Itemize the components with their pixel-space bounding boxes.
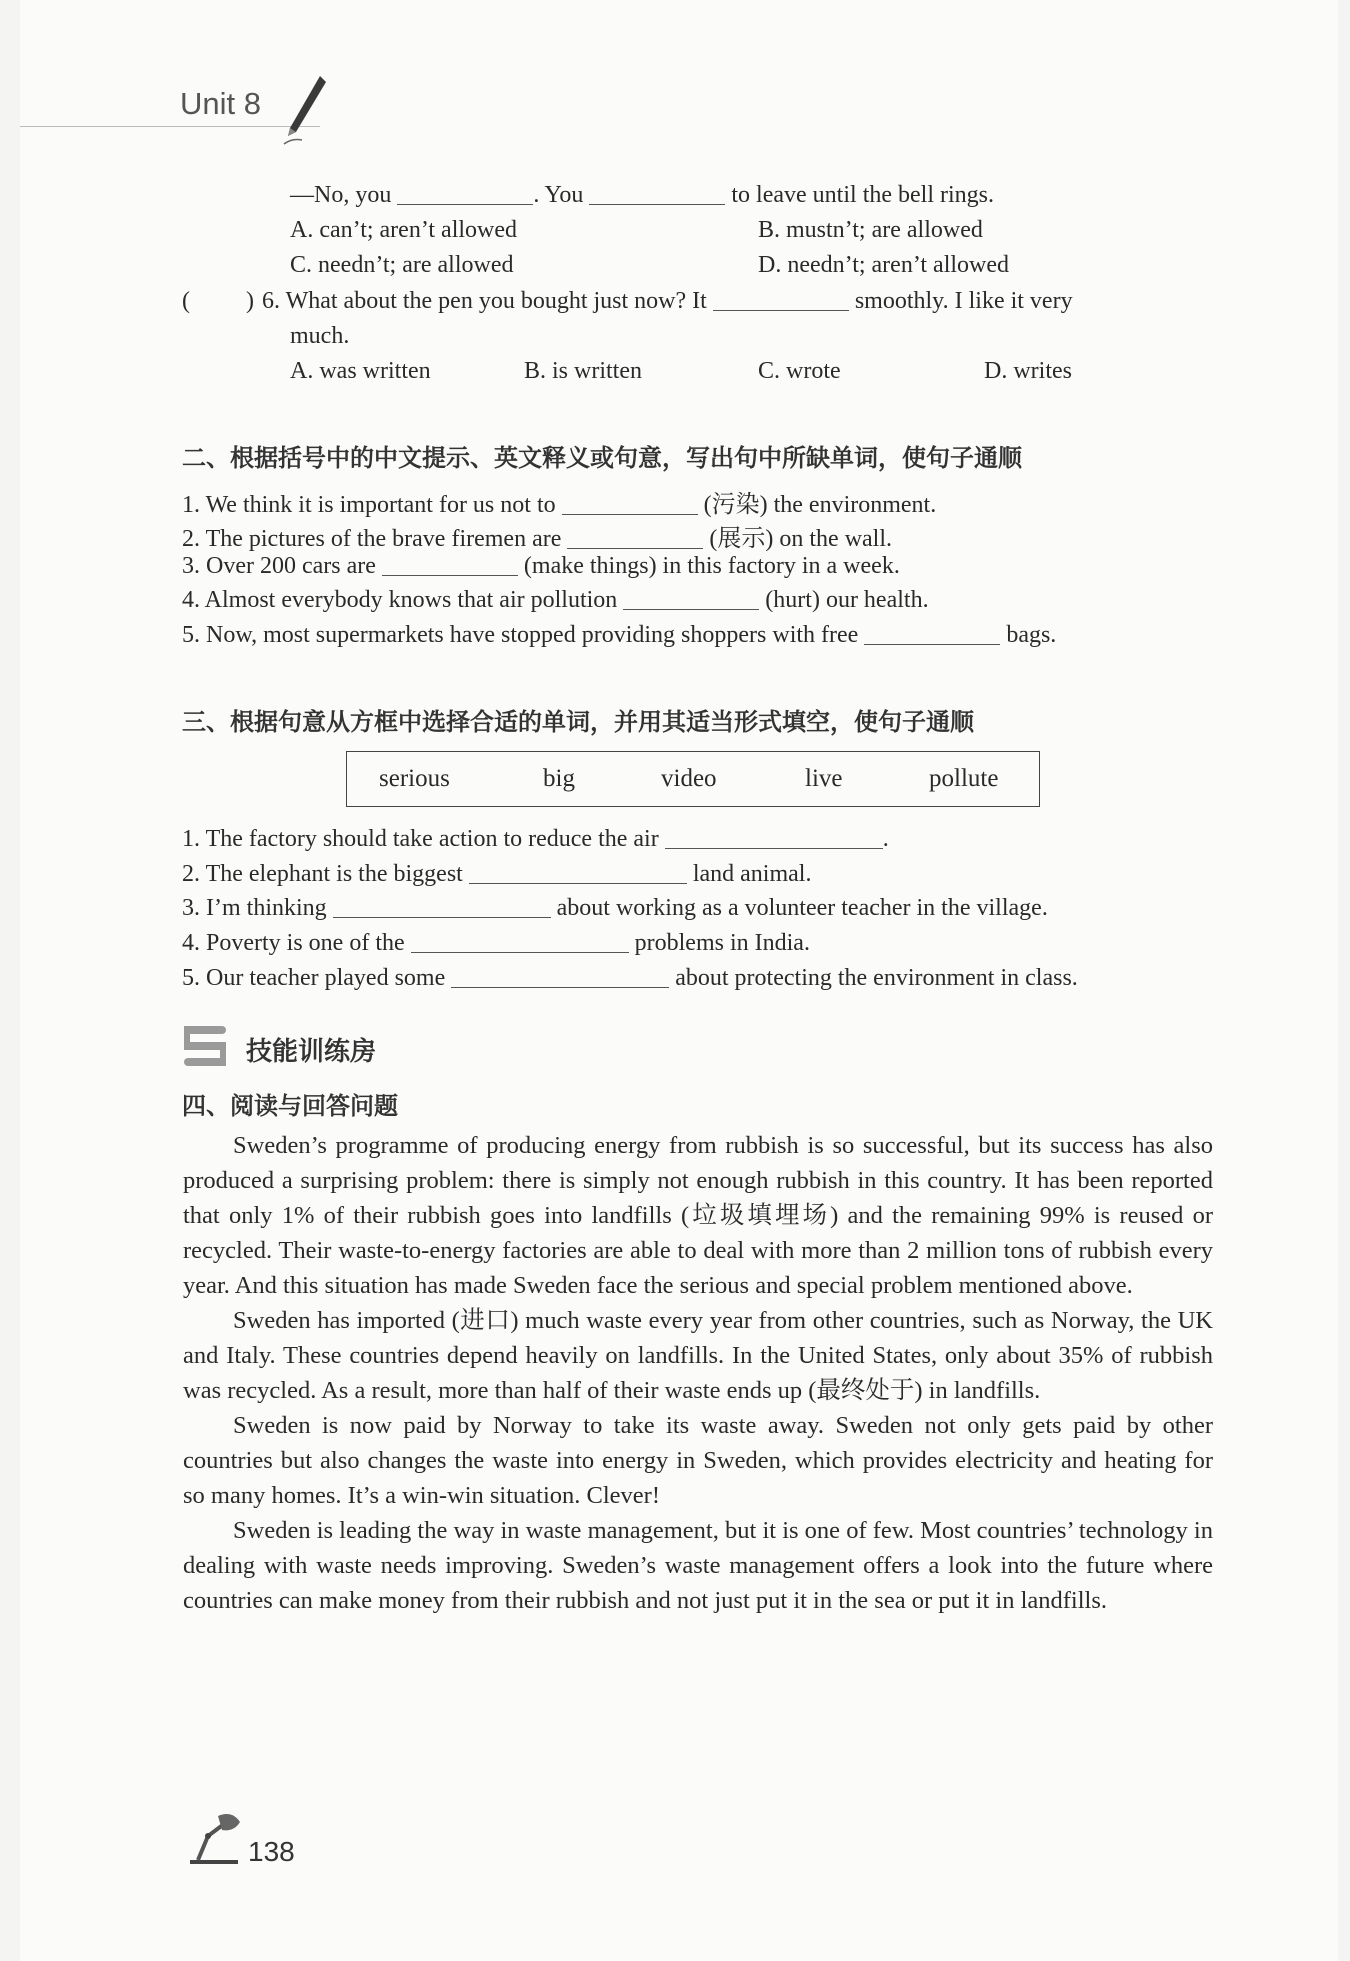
answer-blank[interactable] <box>469 861 687 884</box>
answer-blank[interactable] <box>589 182 725 205</box>
answer-blank[interactable] <box>623 587 759 610</box>
answer-blank[interactable] <box>567 526 703 549</box>
s3-item: 5. Our teacher played some about protecting the environment in class. <box>182 965 1078 991</box>
option-c: C. needn’t; are allowed <box>290 252 514 278</box>
s2-item: 4. Almost everybody knows that air pollution (hurt) our health. <box>182 587 929 613</box>
section2-title: 二、根据括号中的中文提示、英文释义或句意，写出句中所缺单词，使句子通顺 <box>182 444 1022 472</box>
option-a: A. was written <box>290 358 431 384</box>
answer-blank[interactable] <box>397 182 533 205</box>
option-d: D. needn’t; aren’t allowed <box>758 252 1010 278</box>
word-box <box>346 751 1040 807</box>
s3-item: 3. I’m thinking about working as a volunteer teacher in the village. <box>182 895 1048 921</box>
skills-title: 技能训练房 <box>246 1037 377 1067</box>
header-rule <box>20 126 320 127</box>
s2-item: 2. The pictures of the brave firemen are (展示) on the wall. <box>182 526 893 552</box>
section4-title: 四、阅读与回答问题 <box>182 1092 398 1120</box>
option-b: B. mustn’t; are allowed <box>758 217 983 243</box>
answer-blank[interactable] <box>333 895 551 918</box>
q6-answer-paren[interactable]: ( ) <box>182 288 254 314</box>
paragraph: Sweden has imported (进口) much waste every year from other countries, such as Norway, the UK and Italy. These countries depend heavily on landfills. In the United States, only about 35% of rubbish was recycled. As a result, more than half of their waste ends up (最终处于) in landfills. <box>183 1307 1213 1404</box>
reading-passage <box>183 1128 1213 1618</box>
q6-line-cont: much. <box>290 323 350 349</box>
pen-icon <box>282 74 328 146</box>
word: serious <box>379 765 450 792</box>
word: live <box>805 765 843 792</box>
option-c: C. wrote <box>758 358 841 384</box>
word: video <box>661 765 717 792</box>
section3-title: 三、根据句意从方框中选择合适的单词，并用其适当形式填空，使句子通顺 <box>182 708 974 736</box>
skills-icon <box>182 1024 228 1068</box>
lamp-icon <box>184 1810 244 1866</box>
s3-item: 4. Poverty is one of the problems in India. <box>182 930 810 956</box>
answer-blank[interactable] <box>665 826 883 849</box>
option-d: D. writes <box>984 358 1072 384</box>
answer-blank[interactable] <box>562 492 698 515</box>
word: pollute <box>929 765 999 792</box>
answer-blank[interactable] <box>411 930 629 953</box>
unit-header: Unit 8 <box>180 86 261 121</box>
option-a: A. can’t; aren’t allowed <box>290 217 518 243</box>
s2-item: 5. Now, most supermarkets have stopped providing shoppers with free bags. <box>182 622 1057 648</box>
s3-item: 2. The elephant is the biggest land animal. <box>182 861 812 887</box>
q5-line: —No, you . You to leave until the bell rings. <box>290 182 994 208</box>
paragraph: Sweden’s programme of producing energy from rubbish is so successful, but its success has also produced a surprising problem: there is simply not enough rubbish in this country. It has been reported that only 1% of their rubbish goes into landfills (垃圾填埋场) and the remaining 99% is reused or recycled. Their waste-to-energy factories are able to deal with more than 2 million tons of rubbish every year. And this situation has made Sweden face the serious and special problem mentioned above. <box>183 1132 1213 1299</box>
word: big <box>543 765 575 792</box>
q6-line: 6. What about the pen you bought just now? It smoothly. I like it very <box>262 288 1073 314</box>
page-number: 138 <box>248 1836 295 1867</box>
paragraph: Sweden is leading the way in waste management, but it is one of few. Most countries’ technology in dealing with waste needs improving. Sweden’s waste management offers a look into the future where countries can make money from their rubbish and not just put it in the sea or put it in landfills. <box>183 1517 1213 1614</box>
answer-blank[interactable] <box>864 622 1000 645</box>
answer-blank[interactable] <box>451 965 669 988</box>
option-b: B. is written <box>524 358 642 384</box>
paragraph: Sweden is now paid by Norway to take its waste away. Sweden not only gets paid by other countries but also changes the waste into energy in Sweden, which provides electricity and heating for so many homes. It’s a win-win situation. Clever! <box>183 1412 1213 1509</box>
s2-item: 1. We think it is important for us not to (污染) the environment. <box>182 492 937 518</box>
s2-item: 3. Over 200 cars are (make things) in this factory in a week. <box>182 553 900 579</box>
answer-blank[interactable] <box>713 288 849 311</box>
s3-item: 1. The factory should take action to reduce the air . <box>182 826 889 852</box>
answer-blank[interactable] <box>382 553 518 576</box>
